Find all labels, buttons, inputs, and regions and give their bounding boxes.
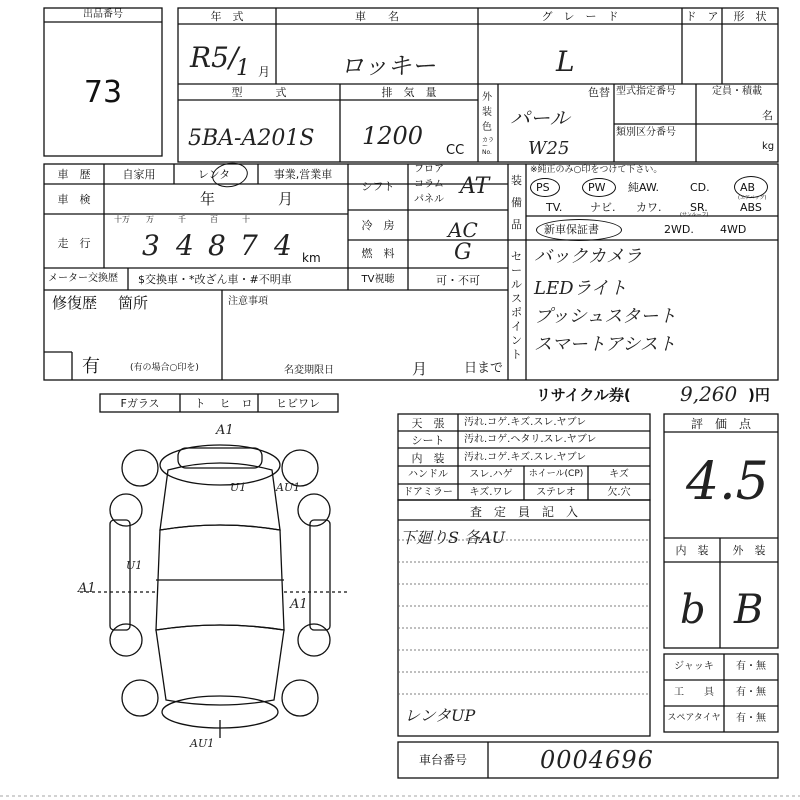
damage-mark: U1 bbox=[126, 559, 143, 572]
color-no-label: カラーNo. bbox=[482, 137, 495, 156]
warranty-circle-mark bbox=[536, 219, 622, 241]
damage-mark: A1 bbox=[216, 423, 234, 438]
type-cert-label: 型式指定番号 bbox=[616, 86, 676, 97]
mileage-digit: 4 bbox=[274, 229, 292, 262]
grade-value: L bbox=[556, 45, 575, 78]
private-use-label: 自家用 bbox=[122, 168, 156, 181]
car-name-label: 車 名 bbox=[355, 10, 399, 23]
handle-label: ハンドル bbox=[408, 469, 448, 480]
car-name-value: ロッキー bbox=[340, 52, 436, 80]
sales-point-item: プッシュスタート bbox=[534, 306, 677, 327]
seat-label: シート bbox=[411, 434, 445, 447]
digit-header: 十万 bbox=[114, 215, 130, 224]
displacement-value: 1200 bbox=[362, 122, 424, 150]
kg-unit: kg bbox=[762, 141, 775, 152]
ceiling-label: 天 張 bbox=[411, 417, 445, 430]
equip-sr: SR. bbox=[690, 201, 708, 214]
equipment-note: ※純正のみ○印をつけて下さい。 bbox=[530, 165, 663, 175]
interior-grade-label: 内 装 bbox=[675, 544, 709, 557]
damage-mark: U1 bbox=[230, 481, 247, 494]
notes-label: 注意事項 bbox=[228, 296, 268, 307]
door-label: ド ア bbox=[685, 10, 719, 23]
equip-2wd: 2WD. bbox=[664, 223, 694, 236]
chassis-label: 車台番号 bbox=[418, 753, 468, 767]
recycle-value: 9,260 bbox=[680, 382, 738, 406]
lot-number: 73 bbox=[83, 75, 123, 110]
meter-change-label: メーター交換歴 bbox=[48, 273, 118, 284]
equip-ps: PS bbox=[536, 181, 550, 194]
inspection-year-unit: 年 bbox=[200, 190, 216, 208]
equip-4wd: 4WD bbox=[720, 223, 747, 236]
year-label: 年 式 bbox=[210, 10, 244, 23]
ceiling-items: 汚れ.コゲ.キズ.スレ.ヤブレ bbox=[464, 417, 587, 428]
km-unit: km bbox=[302, 251, 321, 265]
tools-label: 工 具 bbox=[674, 687, 714, 698]
mileage-digit: 8 bbox=[208, 229, 226, 262]
equip-abs: ABS bbox=[740, 201, 762, 214]
glass-option: ヒビワレ bbox=[276, 397, 320, 410]
damage-mark: A1 bbox=[290, 597, 308, 612]
business-use-label: 事業,営業車 bbox=[273, 168, 333, 181]
fuel-label: 燃 料 bbox=[361, 247, 395, 260]
equipment-label: 装備品 bbox=[511, 174, 522, 231]
damage-mark: A1 bbox=[78, 581, 96, 596]
repair-history-label: 修復歴 bbox=[52, 294, 98, 312]
deadline-day-unit: 日まで bbox=[464, 361, 504, 376]
mirror-label: ドアミラー bbox=[403, 487, 453, 498]
digit-header: 千 bbox=[178, 215, 186, 224]
rating-label: 評 価 点 bbox=[690, 417, 752, 431]
jack-value: 有・無 bbox=[736, 661, 766, 672]
sales-point-item: LEDライト bbox=[534, 278, 627, 299]
inspection-month-unit: 月 bbox=[278, 190, 294, 208]
shape-label: 形 状 bbox=[733, 10, 767, 23]
month-unit: 月 bbox=[258, 65, 271, 79]
equip-warranty: 新車保証書 bbox=[544, 223, 599, 236]
ab-sub: (エアバッグ) bbox=[738, 195, 767, 201]
rental-label: レンタ bbox=[197, 168, 231, 181]
tools-value: 有・無 bbox=[736, 687, 766, 698]
inspector-note: 下廻りS 各AU bbox=[400, 528, 506, 547]
mileage-digit: 7 bbox=[240, 229, 258, 262]
exterior-grade: B bbox=[734, 587, 764, 633]
exterior-color-label: 外装色 bbox=[482, 92, 492, 133]
equip-cd: CD. bbox=[690, 181, 710, 194]
equip-alloy: 純AW. bbox=[628, 181, 660, 194]
interior-grade: b bbox=[680, 587, 706, 633]
digit-header: 万 bbox=[146, 215, 154, 224]
ac-value: AC bbox=[448, 218, 478, 242]
wheel-items: キズ bbox=[609, 469, 629, 480]
ac-label: 冷 房 bbox=[361, 219, 395, 232]
capacity-label: 定員・積載 bbox=[712, 86, 762, 97]
recycle-unit: )円 bbox=[748, 386, 770, 404]
pw-circle-mark bbox=[582, 178, 616, 197]
equip-tv: TV. bbox=[546, 201, 563, 214]
color-code-value: W25 bbox=[528, 138, 570, 159]
equip-navi: ナビ. bbox=[590, 201, 616, 214]
equip-pw: PW bbox=[588, 181, 606, 194]
shift-option: パネル bbox=[414, 194, 444, 205]
damage-mark: AU1 bbox=[190, 737, 215, 750]
shift-option: コラム bbox=[414, 179, 444, 190]
inspection-label: 車 検 bbox=[57, 193, 91, 206]
tv-label: TV視聴 bbox=[361, 274, 395, 285]
digit-header: 十 bbox=[242, 215, 250, 224]
chassis-number: 0004696 bbox=[540, 746, 654, 774]
repair-location-label: 箇所 bbox=[118, 294, 149, 312]
fuel-value: G bbox=[454, 240, 472, 265]
sales-point-item: スマートアシスト bbox=[534, 334, 676, 355]
model-label: 型 式 bbox=[231, 86, 287, 99]
model-value: 5BA-A201S bbox=[188, 126, 315, 151]
spare-tire-value: 有・無 bbox=[736, 713, 766, 724]
cc-unit: CC bbox=[446, 143, 465, 158]
digit-header: 百 bbox=[210, 215, 218, 224]
stereo-label: ステレオ bbox=[536, 487, 576, 498]
mirror-items: キズ.ワレ bbox=[469, 487, 513, 498]
interior-label: 内 装 bbox=[411, 452, 445, 465]
deadline-month-unit: 月 bbox=[412, 360, 428, 378]
wheel-label: ホイール(CP) bbox=[528, 469, 584, 479]
glass-option: ト bbox=[194, 397, 206, 410]
repaint-label: 色替 bbox=[588, 86, 610, 99]
spare-tire-label: スペアタイヤ bbox=[667, 713, 721, 723]
shift-option: フロア bbox=[414, 164, 444, 175]
sales-point-item: バックカメラ bbox=[534, 246, 642, 267]
deadline-label: 名変期限日 bbox=[284, 365, 334, 376]
year-value: R5/ bbox=[190, 41, 239, 74]
month-value: 1 bbox=[236, 56, 250, 81]
shift-value: AT bbox=[460, 174, 490, 199]
mileage-digit: 3 bbox=[142, 229, 160, 262]
interior-items: 汚れ.コゲ.キズ.スレ.ヤブレ bbox=[464, 452, 587, 463]
tv-options: 可・不可 bbox=[436, 274, 480, 287]
equip-leather: カワ. bbox=[636, 201, 662, 214]
damage-mark: AU1 bbox=[276, 481, 301, 494]
sr-sub: (サンルーフ) bbox=[680, 212, 709, 218]
color-value: パール bbox=[510, 106, 570, 130]
inspector-note: レンタUP bbox=[404, 706, 476, 725]
displacement-label: 排 気 量 bbox=[381, 86, 437, 99]
grade-label: グ レ ー ド bbox=[541, 10, 619, 23]
glass-option: ヒ ロ bbox=[219, 397, 253, 410]
exterior-grade-label: 外 装 bbox=[732, 544, 766, 557]
mileage-label: 走 行 bbox=[57, 237, 91, 250]
repair-value: 有 bbox=[82, 356, 100, 377]
recycle-label: リサイクル券( bbox=[536, 386, 631, 404]
shift-label: シフト bbox=[361, 180, 395, 193]
equip-ab: AB bbox=[740, 181, 756, 194]
jack-label: ジャッキ bbox=[674, 661, 714, 672]
mileage-digit: 4 bbox=[176, 229, 194, 262]
stereo-items: 欠.穴 bbox=[607, 487, 631, 498]
inspector-label: 査 定 員 記 入 bbox=[469, 505, 579, 519]
car-diagram bbox=[60, 420, 360, 750]
meter-options: $交換車・*改ざん車・#不明車 bbox=[138, 273, 292, 286]
handle-items: スレ.ハゲ bbox=[469, 469, 513, 480]
overall-score: 4.5 bbox=[686, 452, 769, 512]
persons-unit: 名 bbox=[762, 109, 773, 122]
category-label: 類別区分番号 bbox=[616, 127, 676, 138]
seat-items: 汚れ.コゲ.ヘタリ.スレ.ヤブレ bbox=[464, 434, 597, 445]
history-label: 車 歴 bbox=[57, 168, 91, 181]
repair-circle-note: (有の場合○印を) bbox=[130, 363, 199, 373]
lot-number-label: 出品番号 bbox=[83, 9, 123, 20]
sales-point-label: セールスポイント bbox=[511, 250, 522, 361]
ps-circle-mark bbox=[530, 178, 560, 197]
glass-label: Fガラス bbox=[120, 397, 160, 410]
